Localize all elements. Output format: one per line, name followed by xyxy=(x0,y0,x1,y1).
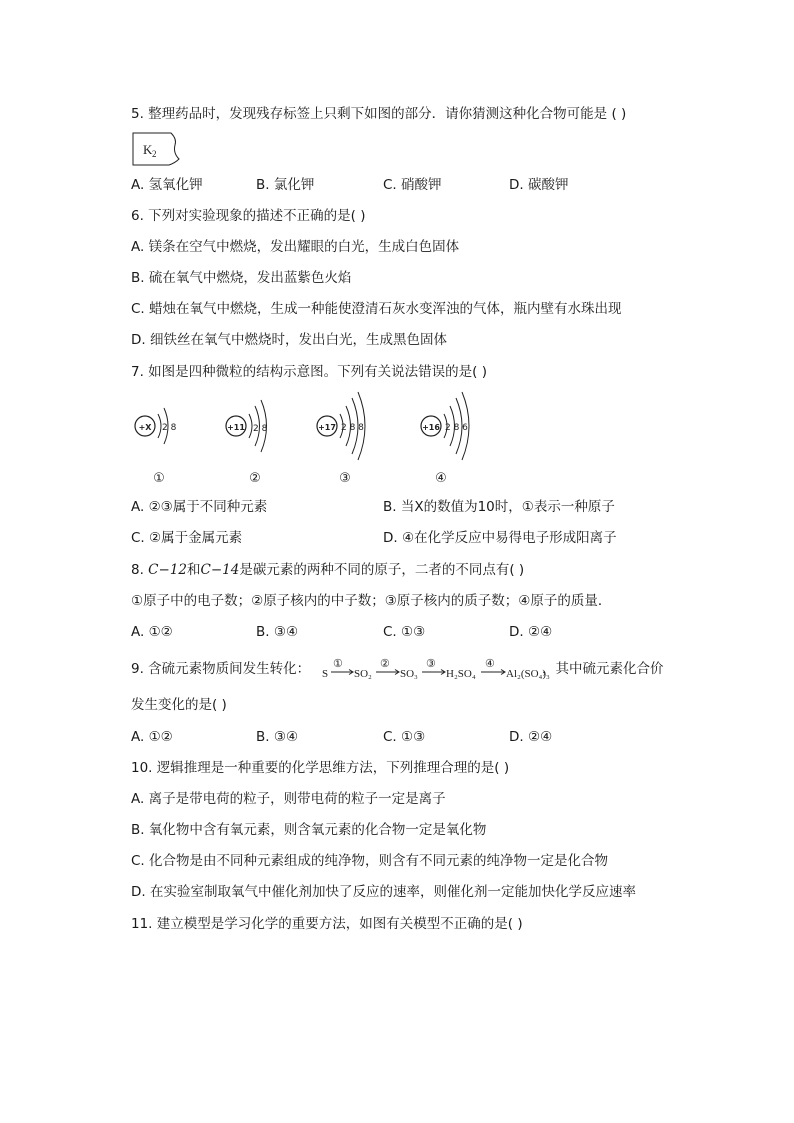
atom-4-marker: ④ xyxy=(435,471,447,486)
question-5-stem: 5. 整理药品时，发现残存标签上只剩下如图的部分．请你猜测这种化合物可能是 ( ) xyxy=(131,106,627,122)
question-7-stem: 7. 如图是四种微粒的结构示意图。下列有关说法错误的是( ) xyxy=(131,364,487,380)
chain-species-so3: SO₃ xyxy=(400,668,418,680)
question-6-option-c: C. 蜡烛在氧气中燃烧，生成一种能使澄清石灰水变浑浊的气体，瓶内壁有水珠出现 xyxy=(131,301,622,317)
question-8-option-a: A. ①② xyxy=(131,624,173,640)
question-5-option-d: D. 碳酸钾 xyxy=(509,177,569,193)
sulfur-conversion-chain xyxy=(322,657,550,689)
question-8-suffix: 是碳元素的两种不同的原子，二者的不同点有( ) xyxy=(239,562,525,578)
atom-4-nucleus: +16 xyxy=(422,423,440,432)
question-8-option-b: B. ③④ xyxy=(256,624,299,640)
question-8-statements: ①原子中的电子数；②原子核内的中子数；③原子核内的质子数；④原子的质量． xyxy=(131,593,612,609)
atom-3-marker: ③ xyxy=(339,471,351,486)
question-6-stem: 6. 下列对实验现象的描述不正确的是( ) xyxy=(131,208,366,224)
atom-4-electrons: 2 8 6 xyxy=(445,423,468,433)
question-10-option-a: A. 离子是带电荷的粒子，则带电荷的粒子一定是离子 xyxy=(131,791,446,807)
question-9-suffix: ，其中硫元素化合价 xyxy=(542,661,664,677)
atom-1-nucleus: +X xyxy=(138,423,152,432)
question-8-option-c: C. ①③ xyxy=(383,624,426,640)
carbon-12-symbol: C−12 xyxy=(148,562,187,578)
chain-species-al2so43: Al₂(SO₄)₃ xyxy=(506,668,550,680)
question-7-option-c: C. ②属于金属元素 xyxy=(131,530,243,546)
question-9-line2: 发生变化的是( ) xyxy=(131,697,227,713)
question-7-option-a: A. ②③属于不同种元素 xyxy=(131,499,268,515)
question-7-option-b: B. 当X的数值为10时，①表示一种原子 xyxy=(383,499,615,515)
atom-structure-diagram xyxy=(131,388,491,488)
atom-3-electrons: 2 8 8 xyxy=(341,423,364,433)
question-10-option-d: D. 在实验室制取氧气中催化剂加快了反应的速率，则催化剂一定能加快化学反应速率 xyxy=(131,884,636,900)
atom-2 xyxy=(226,400,268,486)
label-text: K xyxy=(143,142,153,157)
question-5-option-b: B. 氯化钾 xyxy=(256,177,315,193)
atom-2-electrons: 2 8 xyxy=(253,424,268,434)
atom-3-nucleus: +17 xyxy=(318,423,336,432)
question-8-option-d: D. ②④ xyxy=(509,624,553,640)
question-9-prefix: 9. 含硫元素物质间发生转化： xyxy=(131,661,311,677)
question-10-option-b: B. 氧化物中含有氧元素，则含氧元素的化合物一定是氧化物 xyxy=(131,822,487,838)
atom-1-marker: ① xyxy=(153,471,165,486)
question-7-option-d: D. ④在化学反应中易得电子形成阳离子 xyxy=(383,530,617,546)
question-5-option-c: C. 硝酸钾 xyxy=(383,177,442,193)
question-10-stem: 10. 逻辑推理是一种重要的化学思维方法，下列推理合理的是( ) xyxy=(131,760,510,776)
question-6-option-a: A. 镁条在空气中燃烧，发出耀眼的白光，生成白色固体 xyxy=(131,239,460,255)
atom-2-nucleus: +11 xyxy=(227,423,245,432)
question-6-option-b: B. 硫在氧气中燃烧，发出蓝紫色火焰 xyxy=(131,270,352,286)
chain-species-h2so4: H₂SO₄ xyxy=(446,668,476,680)
atom-4 xyxy=(421,392,469,486)
chain-species-so2: SO₂ xyxy=(354,668,372,680)
label-subscript: 2 xyxy=(152,149,157,159)
chain-step-3: ③ xyxy=(426,658,436,670)
question-8-and: 和 xyxy=(187,562,201,578)
question-9-option-c: C. ①③ xyxy=(383,729,426,745)
chain-species-s: S xyxy=(322,668,329,680)
atom-2-marker: ② xyxy=(249,471,261,486)
question-9-option-d: D. ②④ xyxy=(509,729,553,745)
carbon-14-symbol: C−14 xyxy=(200,562,240,578)
atom-3 xyxy=(317,392,365,486)
question-8-stem xyxy=(131,560,524,580)
question-10-option-c: C. 化合物是由不同种元素组成的纯净物，则含有不同元素的纯净物一定是化合物 xyxy=(131,853,609,869)
atom-1-electrons: 2 8 xyxy=(162,423,177,433)
question-9-option-a: A. ①② xyxy=(131,729,173,745)
question-5-option-a: A. 氢氧化钾 xyxy=(131,177,203,193)
chain-step-2: ② xyxy=(380,658,390,670)
question-6-option-d: D. 细铁丝在氧气中燃烧时，发出白光，生成黑色固体 xyxy=(131,332,447,348)
question-11-stem: 11. 建立模型是学习化学的重要方法，如图有关模型不正确的是( ) xyxy=(131,916,523,932)
atom-1 xyxy=(135,408,177,486)
torn-label-figure xyxy=(131,131,183,171)
question-9-option-b: B. ③④ xyxy=(256,729,299,745)
chain-step-1: ① xyxy=(333,658,343,670)
chain-step-4: ④ xyxy=(485,658,495,670)
question-8-prefix: 8. xyxy=(131,562,149,578)
